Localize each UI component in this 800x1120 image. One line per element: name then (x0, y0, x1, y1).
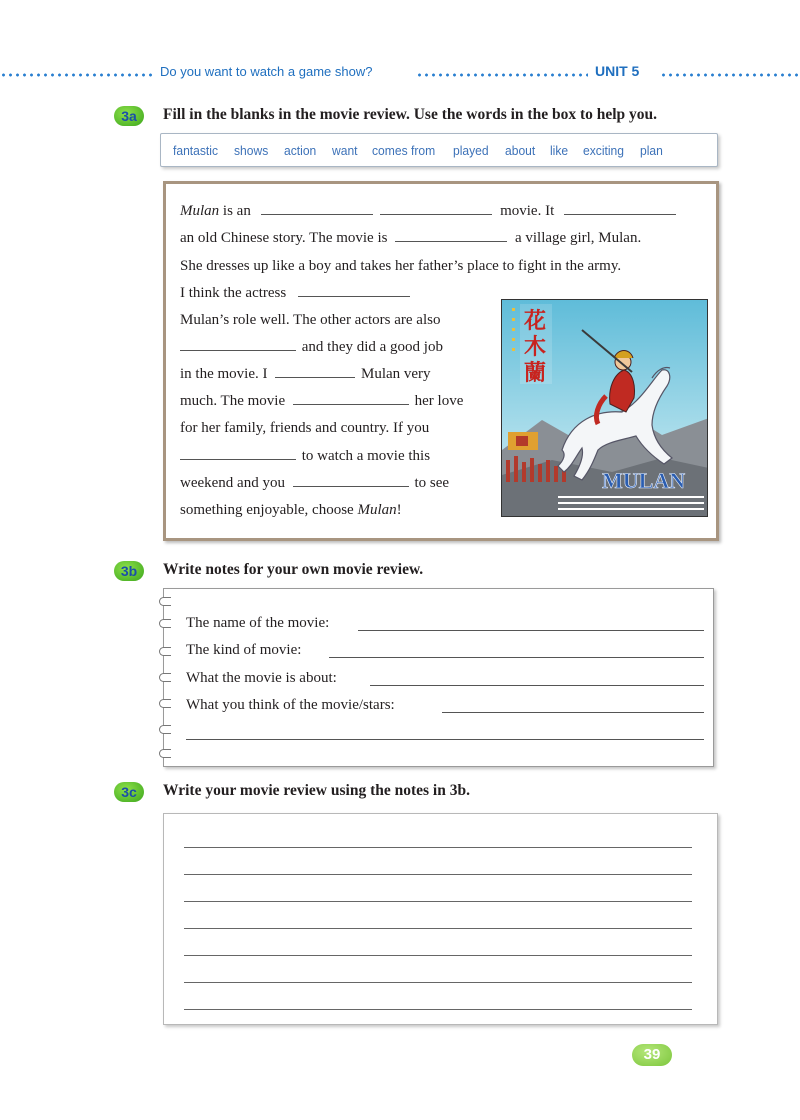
header-dots-right (660, 73, 800, 77)
binder-ring-icon (159, 749, 171, 758)
review-writing-box (163, 813, 718, 1025)
review-line-5: Mulan’s role well. The other actors are also (180, 312, 441, 328)
review-line-3: She dresses up like a boy and takes her father’s place to fight in the army. (180, 258, 622, 274)
word-item: about (504, 142, 535, 158)
review-line-11: weekend and you to see (180, 475, 450, 491)
poster-english-title: MULAN (602, 468, 686, 493)
notes-answer-line[interactable] (329, 657, 704, 658)
word-item: fantastic (173, 142, 219, 158)
notes-box (163, 588, 714, 767)
review-line-1: Mulan is an movie. It (180, 201, 676, 221)
binder-ring-icon (159, 699, 171, 708)
movie-title: Mulan (357, 502, 397, 518)
word-item: comes from (372, 142, 436, 158)
binder-ring-icon (159, 673, 171, 682)
review-line-7: in the movie. I Mulan very (180, 366, 431, 382)
blank[interactable] (564, 201, 676, 215)
poster-chinese-char: 蘭 (524, 361, 547, 386)
instruction-3a: Fill in the blanks in the movie review. Use the words in the box to help you. (163, 106, 658, 123)
binder-ring-icon (159, 725, 171, 734)
binder-ring-icon (159, 597, 171, 606)
word-item: played (453, 142, 489, 158)
review-line-10: to watch a movie this (180, 446, 430, 466)
blank[interactable] (293, 391, 409, 405)
review-line-6: and they did a good job (180, 337, 443, 357)
word-item: action (284, 142, 317, 158)
blank[interactable] (275, 364, 355, 378)
writing-line[interactable] (184, 1009, 692, 1010)
badge-3a: 3a (114, 106, 144, 126)
notes-prompt: The name of the movie: (186, 615, 330, 631)
word-item: shows (234, 142, 269, 158)
page-header (0, 64, 800, 84)
writing-line[interactable] (184, 982, 692, 983)
notes-prompt: The kind of movie: (186, 642, 302, 658)
review-line-2: an old Chinese story. The movie is a village girl, Mulan. (180, 230, 642, 246)
header-dots-left (0, 73, 156, 77)
mulan-poster (501, 299, 708, 517)
writing-line[interactable] (184, 955, 692, 956)
binder-ring-icon (159, 647, 171, 656)
movie-title: Mulan (180, 203, 220, 219)
header-dots-middle (416, 73, 588, 77)
poster-illustration (502, 300, 708, 517)
badge-3b: 3b (114, 561, 144, 581)
word-item: want (331, 142, 358, 158)
notes-prompt: What the movie is about: (186, 670, 337, 686)
word-box (160, 133, 718, 167)
word-item: exciting (582, 142, 624, 158)
page-number: 39 (632, 1044, 672, 1066)
header-title: Do you want to watch a game show? (160, 64, 373, 79)
blank[interactable] (180, 337, 296, 351)
notes-answer-line[interactable] (358, 630, 704, 631)
notes-answer-line[interactable] (370, 685, 704, 686)
movie-review-box (163, 181, 719, 541)
instruction-3b: Write notes for your own movie review. (163, 561, 424, 578)
word-item: plan (639, 142, 663, 158)
binder-ring-icon (159, 619, 171, 628)
notes-answer-line[interactable] (442, 712, 704, 713)
writing-line[interactable] (184, 928, 692, 929)
writing-line[interactable] (184, 847, 692, 848)
notes-answer-line[interactable] (186, 739, 704, 740)
blank[interactable] (293, 473, 409, 487)
review-line-9: for her family, friends and country. If you (180, 420, 430, 436)
review-line-12: something enjoyable, choose Mulan! (180, 502, 402, 518)
blank[interactable] (380, 201, 492, 215)
notes-prompt: What you think of the movie/stars: (186, 697, 395, 713)
writing-line[interactable] (184, 901, 692, 902)
blank[interactable] (395, 228, 507, 242)
movie-review-paper (166, 184, 716, 538)
word-item: like (550, 142, 569, 158)
header-unit: UNIT 5 (595, 63, 640, 79)
review-line-8: much. The movie her love (180, 393, 464, 409)
blank[interactable] (261, 201, 373, 215)
poster-chinese-char: 木 (524, 335, 547, 360)
review-line-4: I think the actress (180, 283, 410, 303)
poster-chinese-char: 花 (524, 309, 547, 334)
blank[interactable] (180, 446, 296, 460)
blank[interactable] (298, 283, 410, 297)
badge-3c: 3c (114, 782, 144, 802)
instruction-3c: Write your movie review using the notes in 3b. (163, 782, 470, 799)
writing-line[interactable] (184, 874, 692, 875)
